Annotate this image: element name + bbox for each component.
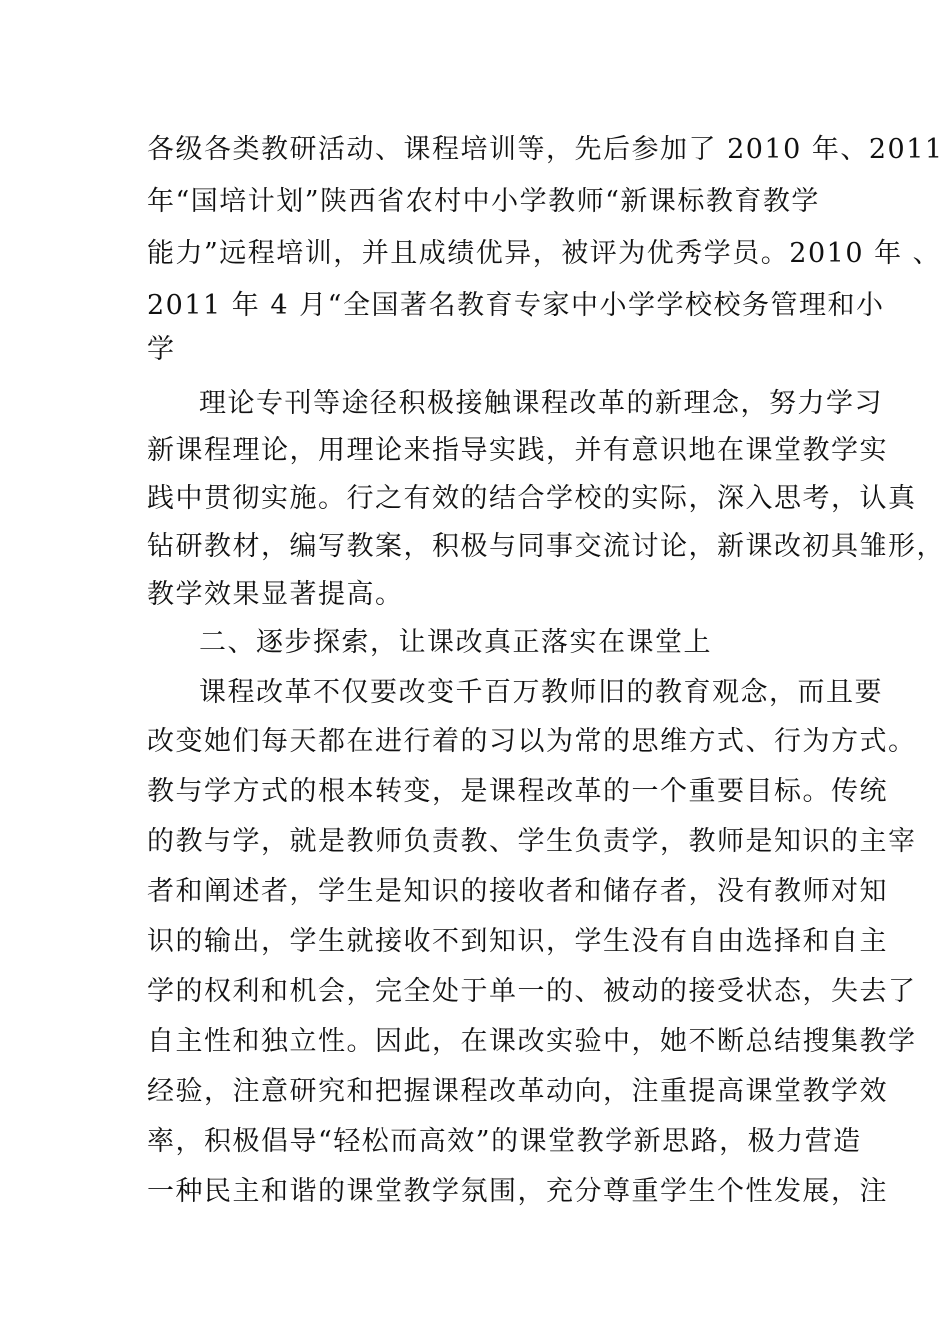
text-line: 教学效果显著提高。	[147, 579, 404, 610]
text-line: 学的权利和机会，完全处于单一的、被动的接受状态，失去了	[147, 976, 917, 1007]
text-line: 者和阐述者，学生是知识的接收者和储存者，没有教师对知	[147, 876, 888, 907]
text-line: 识的输出，学生就接收不到知识，学生没有自由选择和自主	[147, 926, 888, 957]
text-line: 率，积极倡导“轻松而高效”的课堂教学新思路，极力营造	[147, 1126, 862, 1157]
text-line: 改变她们每天都在进行着的习以为常的思维方式、行为方式。	[147, 726, 917, 757]
text-line: 一种民主和谐的课堂教学氛围，充分尊重学生个性发展，注	[147, 1176, 888, 1207]
text-line: 经验，注意研究和把握课程改革动向，注重提高课堂教学效	[147, 1076, 888, 1107]
text-line: 教与学方式的根本转变，是课程改革的一个重要目标。传统	[147, 776, 888, 807]
text-line: 的教与学，就是教师负责教、学生负责学，教师是知识的主宰	[147, 826, 917, 857]
text-line: 能力”远程培训，并且成绩优异，被评为优秀学员。2010 年 、	[147, 238, 942, 269]
paragraph-first-line: 课程改革不仅要改变千百万教师旧的教育观念，而且要	[199, 677, 883, 708]
section-heading: 二、逐步探索，让课改真正落实在课堂上	[199, 627, 712, 658]
text-line: 自主性和独立性。因此，在课改实验中，她不断总结搜集教学	[147, 1026, 917, 1057]
text-line: 践中贯彻实施。行之有效的结合学校的实际，深入思考，认真	[147, 483, 917, 514]
text-line: 各级各类教研活动、课程培训等，先后参加了 2010 年、2011	[147, 134, 944, 165]
text-line: 新课程理论，用理论来指导实践，并有意识地在课堂教学实	[147, 435, 888, 466]
text-line: 钻研教材，编写教案，积极与同事交流讨论，新课改初具雏形，	[147, 531, 945, 562]
text-line: 学	[147, 334, 176, 365]
paragraph-first-line: 理论专刊等途径积极接触课程改革的新理念，努力学习	[199, 388, 883, 419]
text-line: 年“国培计划”陕西省农村中小学教师“新课标教育教学	[147, 186, 820, 217]
text-line: 2011 年 4 月“全国著名教育专家中小学学校校务管理和小	[147, 290, 885, 321]
